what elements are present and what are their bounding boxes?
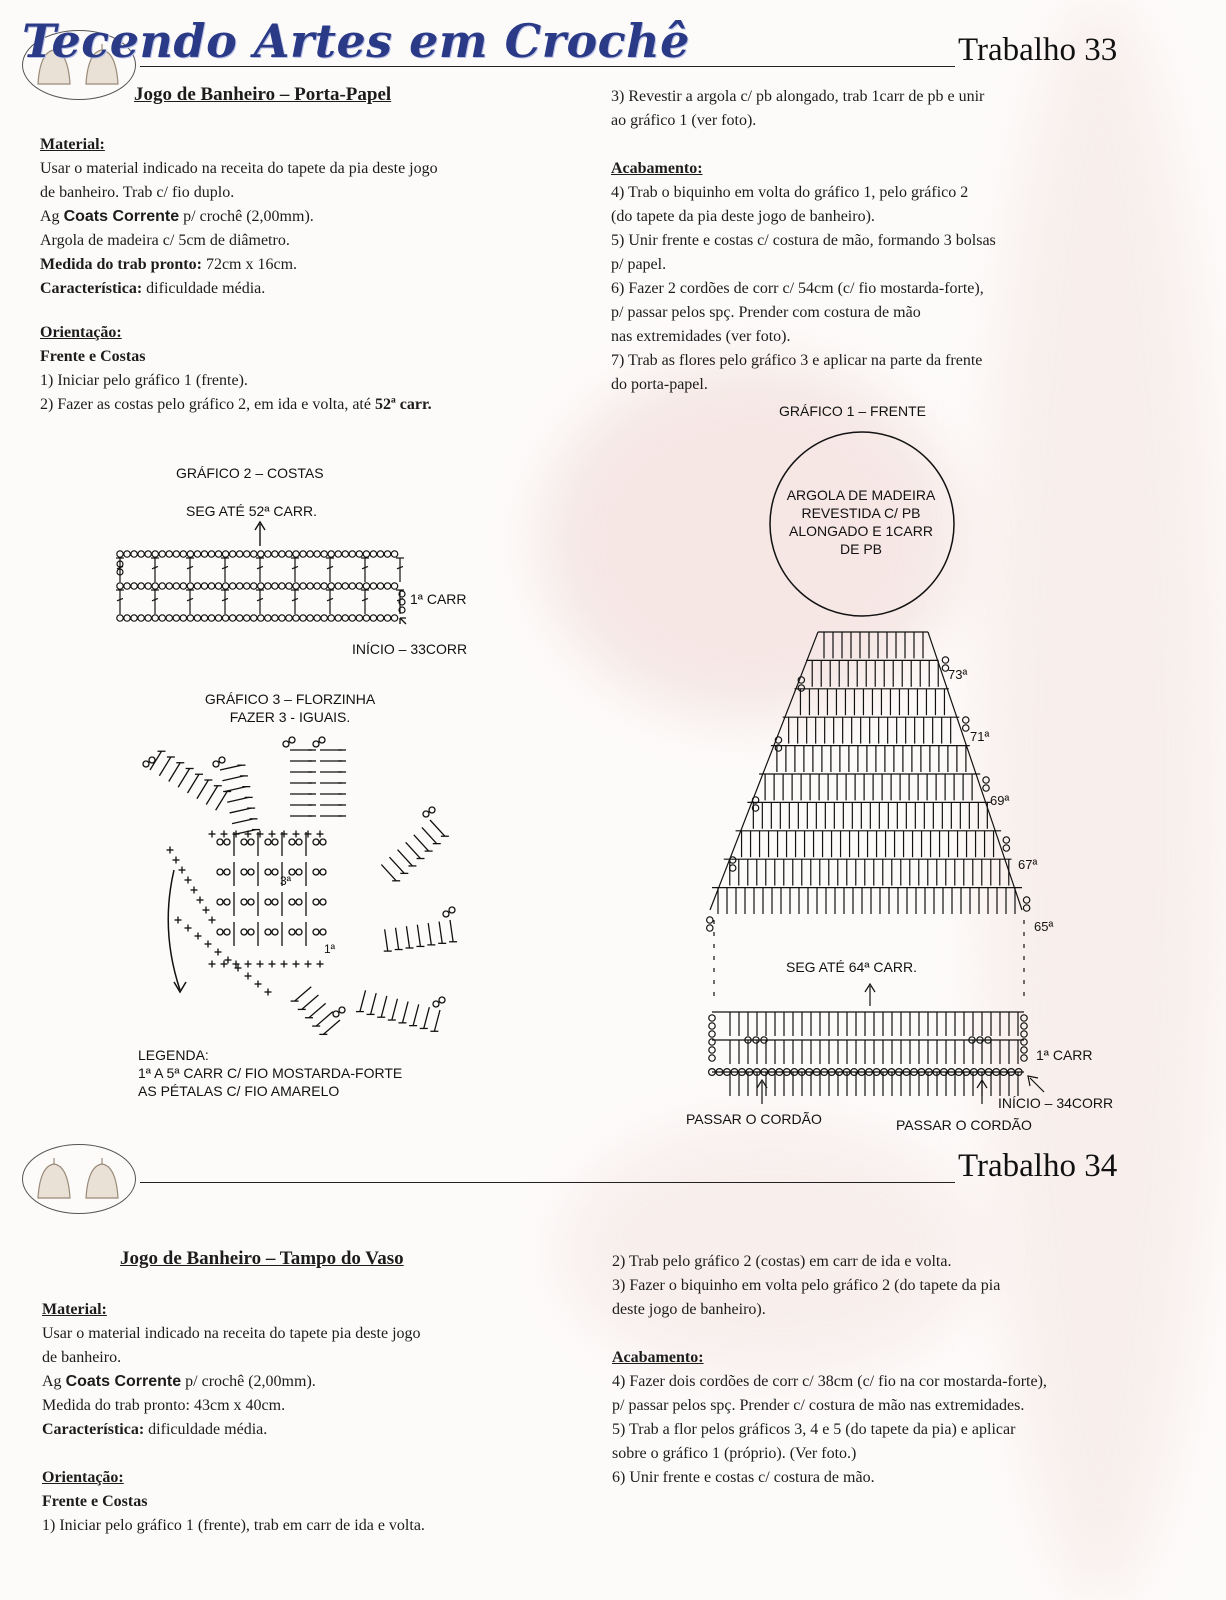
work33-left-text [40,133,600,417]
ring-label: ARGOLA DE MADEIRA REVESTIDA C/ PB ALONGADO E 1CARR DE PB [786,487,936,557]
step-1: 1) Iniciar pelo gráfico 1 (frente). [40,372,248,389]
finish-line: 5) Unir frente e costas c/ costura de mão, formando 3 bolsas [611,232,996,249]
finish-line: 4) Trab o biquinho em volta do gráfico 1, pelo gráfico 2 [611,184,969,201]
work33-title: Jogo de Banheiro – Porta-Papel [134,84,392,105]
finish-line: nas extremidades (ver foto). [611,328,791,345]
work-number-33: Trabalho 33 [958,32,1118,68]
header-rule [140,1182,955,1183]
finish-line: p/ passar pelos spç. Prender com costura de mão [611,304,921,321]
finish-heading: Acabamento: [611,160,703,177]
finish-line: p/ passar pelos spç. Prender c/ costura de mão nas extremidades. [612,1397,1025,1414]
finish-line: (do tapete da pia deste jogo de banheiro). [611,208,875,225]
row-label: 73ª [948,667,968,682]
lamp-icon [30,1158,126,1206]
chart2-start-label: INÍCIO – 33CORR [352,641,468,657]
finish-line: p/ papel. [611,256,667,273]
size-line: Medida do trab pronto: 43cm x 40cm. [42,1397,286,1414]
needle-line: Ag Coats Corrente p/ crochê (2,00mm). [42,1373,316,1390]
brand-name: Coats Corrente [63,208,180,225]
step-line: 3) Fazer o biquinho em volta pelo gráfico 2 (do tapete da pia [612,1277,1001,1294]
brand-title: Tecendo Artes em Crochê [22,14,690,68]
ring-line: Argola de madeira c/ 5cm de diâmetro. [40,232,290,249]
cord-label-right: PASSAR O CORDÃO [896,1117,1032,1133]
step-3: 3) Revestir a argola c/ pb alongado, trab 1carr de pb e unir [611,88,985,105]
step-3: ao gráfico 1 (ver foto). [611,112,757,129]
material-line: de banheiro. Trab c/ fio duplo. [40,184,235,201]
orientation-heading: Orientação: [42,1469,124,1486]
cord-label-left: PASSAR O CORDÃO [686,1111,822,1127]
row-label: 65ª [1034,919,1054,934]
row-label: 71ª [970,729,990,744]
chart3-round1-label: 1ª [324,942,336,956]
finish-line: do porta-papel. [611,376,708,393]
work33-right-text [611,85,1171,397]
finish-heading: Acabamento: [612,1349,704,1366]
finish-line: 6) Unir frente e costas c/ costura de mão. [612,1469,875,1486]
chart1-start-label: INÍCIO – 34CORR [998,1095,1114,1111]
size-line: Medida do trab pronto: 72cm x 16cm. [40,256,298,273]
brand-name: Coats Corrente [65,1373,182,1390]
material-line: Usar o material indicado na receita do tapete pia deste jogo [42,1325,421,1342]
finish-line: 6) Fazer 2 cordões de corr c/ 54cm (c/ fio mostarda-forte), [611,280,984,297]
step-line: 2) Trab pelo gráfico 2 (costas) em carr de ida e volta. [612,1253,952,1270]
chart2-title: GRÁFICO 2 – COSTAS [176,465,324,481]
chart3-flower-diagram [130,730,470,1040]
chart2-diagram [110,522,430,642]
row-label: 69ª [990,793,1010,808]
finish-line: 4) Fazer dois cordões de corr c/ 38cm (c/ fio na cor mostarda-forte), [612,1373,1047,1390]
chart3-legend: LEGENDA: 1ª A 5ª CARR C/ FIO MOSTARDA-FORTE AS PÉTALAS C/ FIO AMARELO [138,1047,403,1099]
chart3-round3-label: 3ª [280,874,292,888]
needle-line: Ag Coats Corrente p/ crochê (2,00mm). [40,208,314,225]
work-number-34: Trabalho 34 [958,1148,1118,1184]
chart1-title: GRÁFICO 1 – FRENTE [779,403,927,419]
material-line: Usar o material indicado na receita do tapete da pia deste jogo [40,160,438,177]
work34-title: Jogo de Banheiro – Tampo do Vaso [120,1248,404,1269]
work34-right-text [612,1250,1212,1490]
front-back-heading: Frente e Costas [42,1493,148,1510]
feature-line: Característica: dificuldade média. [40,280,266,297]
step-1: 1) Iniciar pelo gráfico 1 (frente), trab em carr de ida e volta. [42,1517,425,1534]
chart1-row1-label: 1ª CARR [1036,1047,1093,1063]
front-back-heading: Frente e Costas [40,348,146,365]
material-heading: Material: [40,136,105,153]
orientation-heading: Orientação: [40,324,122,341]
step-line: deste jogo de banheiro). [612,1301,766,1318]
chart2-repeat-label: SEG ATÉ 52ª CARR. [186,503,317,519]
finish-line: 5) Trab a flor pelos gráficos 3, 4 e 5 (do tapete da pia) e aplicar [612,1421,1016,1438]
chart2-row1-label: 1ª CARR [410,591,467,607]
material-line: de banheiro. [42,1349,122,1366]
material-heading: Material: [42,1301,107,1318]
row-label: 67ª [1018,857,1038,872]
work34-left-text [42,1298,602,1538]
chart3-title: GRÁFICO 3 – FLORZINHA FAZER 3 - IGUAIS. [204,691,376,725]
feature-line: Característica: dificuldade média. [42,1421,268,1438]
finish-line: sobre o gráfico 1 (próprio). (Ver foto.) [612,1445,857,1462]
chart1-repeat-label: SEG ATÉ 64ª CARR. [786,959,917,975]
header-rule [140,66,955,67]
step-2: 2) Fazer as costas pelo gráfico 2, em ida e volta, até 52ª carr. [40,396,432,413]
finish-line: 7) Trab as flores pelo gráfico 3 e aplicar na parte da frente [611,352,983,369]
